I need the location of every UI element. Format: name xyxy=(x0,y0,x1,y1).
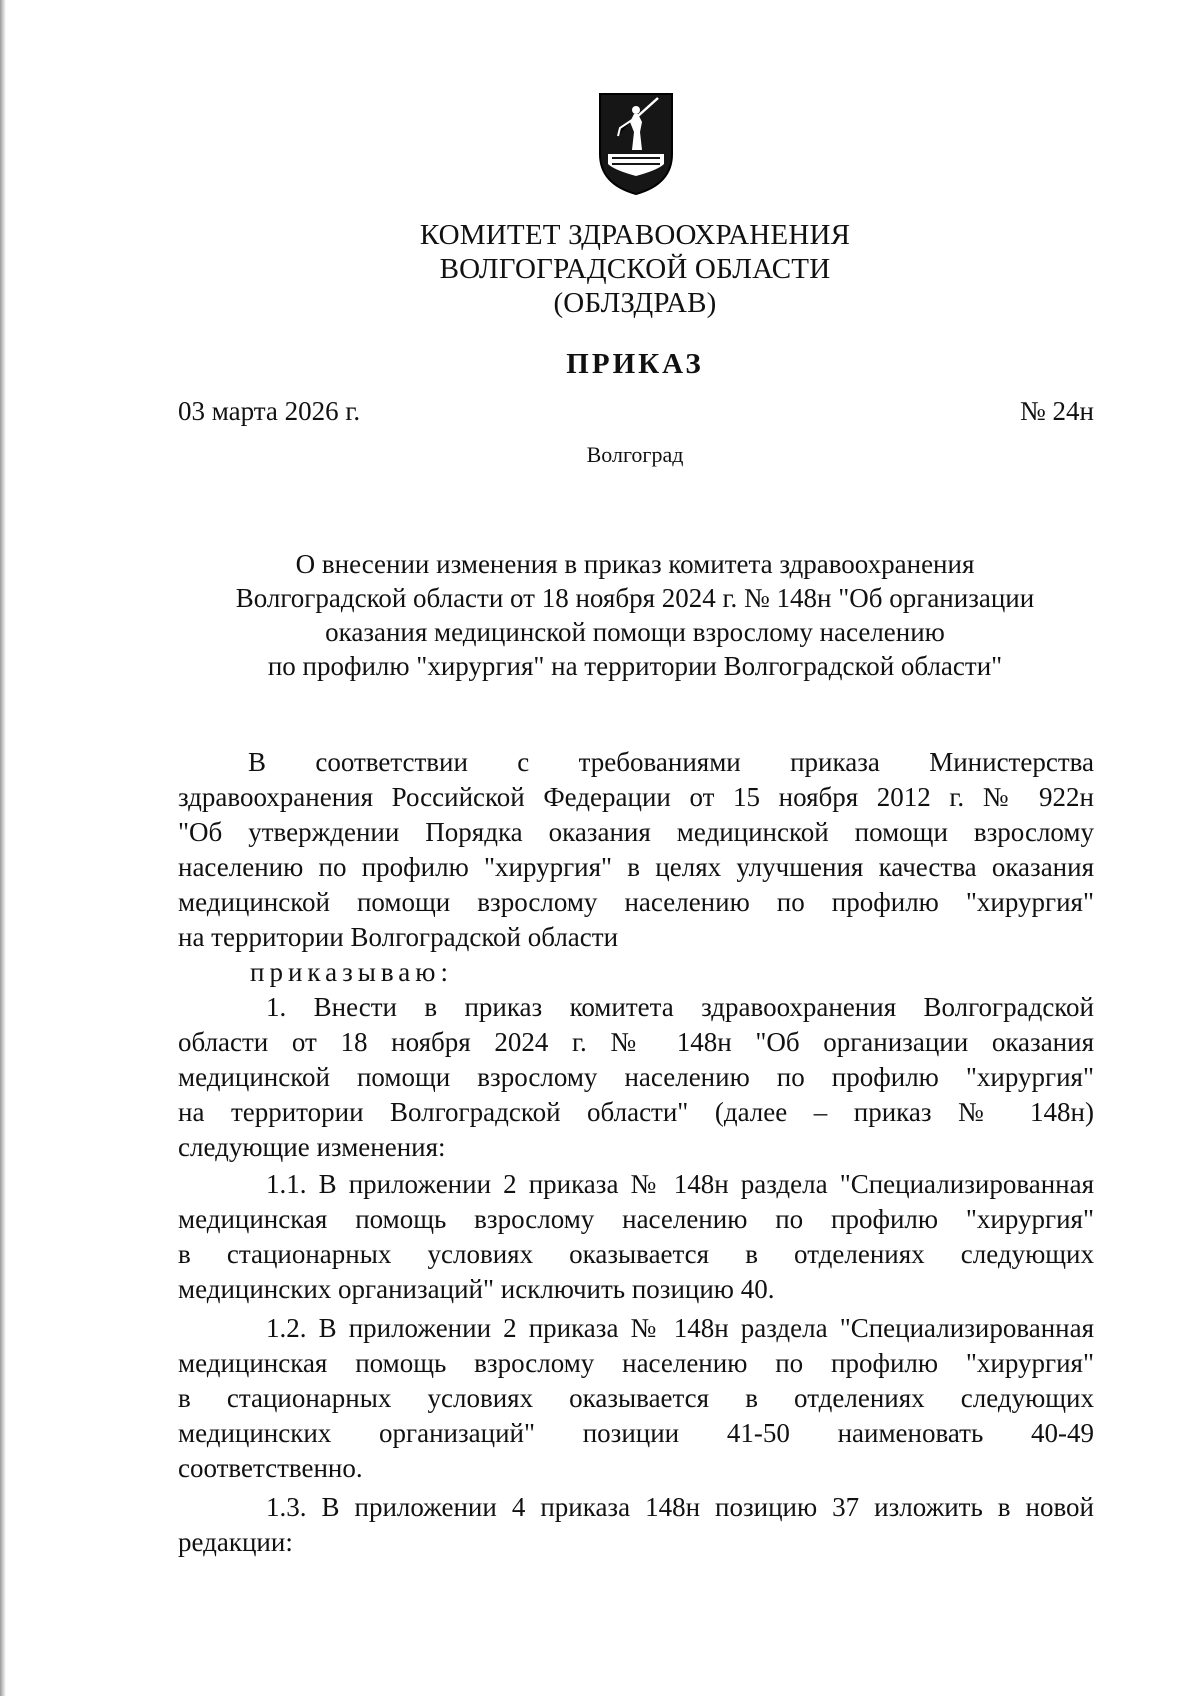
paragraph-line: медицинской помощи взрослому населению по профилю "хирургия" xyxy=(178,887,1094,917)
item-1-3-line: 1.3. В приложении 4 приказа 148н позицию 37 изложить в новой xyxy=(266,1492,1094,1522)
scan-edge xyxy=(0,0,6,1696)
item-1-1-line: 1.1. В приложении 2 приказа № 148н раздела "Специализированная xyxy=(266,1169,1094,1199)
document-type: ПРИКАЗ xyxy=(566,348,704,380)
title-line: Волгоградской области от 18 ноября 2024 г. № 148н "Об организации xyxy=(235,583,1035,613)
document-date: 03 марта 2026 г. xyxy=(178,396,361,426)
item-1-1-line: в стационарных условиях оказывается в отделениях следующих xyxy=(178,1239,1094,1269)
item-1-2-line: в стационарных условиях оказывается в отделениях следующих xyxy=(178,1383,1094,1413)
document-number: № 24н xyxy=(1020,396,1094,426)
org-name-line-1: КОМИТЕТ ЗДРАВООХРАНЕНИЯ xyxy=(419,219,851,251)
order-word: приказываю: xyxy=(250,957,453,987)
paragraph-line: на территории Волгоградской области xyxy=(178,922,619,952)
item-1-line: 1. Внести в приказ комитета здравоохранения Волгоградской xyxy=(266,992,1094,1022)
item-1-2-line: медицинских организаций" позиции 41-50 наименовать 40-49 xyxy=(178,1418,1094,1448)
paragraph-line: здравоохранения Российской Федерации от 15 ноября 2012 г. № 922н xyxy=(178,782,1094,812)
paragraph-line: населению по профилю "хирургия" в целях улучшения качества оказания xyxy=(178,852,1094,882)
document-city: Волгоград xyxy=(586,442,684,467)
item-1-line: следующие изменения: xyxy=(178,1132,446,1162)
item-1-1-line: медицинская помощь взрослому населению по профилю "хирургия" xyxy=(178,1204,1094,1234)
title-line: оказания медицинской помощи взрослому населению xyxy=(325,617,945,647)
org-abbreviation: (ОБЛЗДРАВ) xyxy=(553,287,717,319)
org-name-line-2: ВОЛГОГРАДСКОЙ ОБЛАСТИ xyxy=(439,253,831,285)
item-1-2-line: медицинская помощь взрослому населению по профилю "хирургия" xyxy=(178,1348,1094,1378)
item-1-2-line: 1.2. В приложении 2 приказа № 148н раздела "Специализированная xyxy=(266,1313,1094,1343)
item-1-line: медицинской помощи взрослому населению по профилю "хирургия" xyxy=(178,1062,1094,1092)
item-1-3-line: редакции: xyxy=(178,1527,293,1557)
coat-of-arms-icon xyxy=(598,92,674,196)
title-line: по профилю "хирургия" на территории Волгоградской области" xyxy=(267,651,1003,681)
paragraph-line: В соответствии с требованиями приказа Министерства xyxy=(248,747,1094,777)
item-1-1-line: медицинских организаций" исключить позицию 40. xyxy=(178,1274,775,1304)
item-1-2-line: соответственно. xyxy=(178,1453,363,1483)
paragraph-line: "Об утверждении Порядка оказания медицинской помощи взрослому xyxy=(178,817,1094,847)
title-line: О внесении изменения в приказ комитета здравоохранения xyxy=(295,549,975,579)
item-1-line: области от 18 ноября 2024 г. № 148н "Об организации оказания xyxy=(178,1027,1094,1057)
item-1-line: на территории Волгоградской области" (далее – приказ № 148н) xyxy=(178,1097,1094,1127)
